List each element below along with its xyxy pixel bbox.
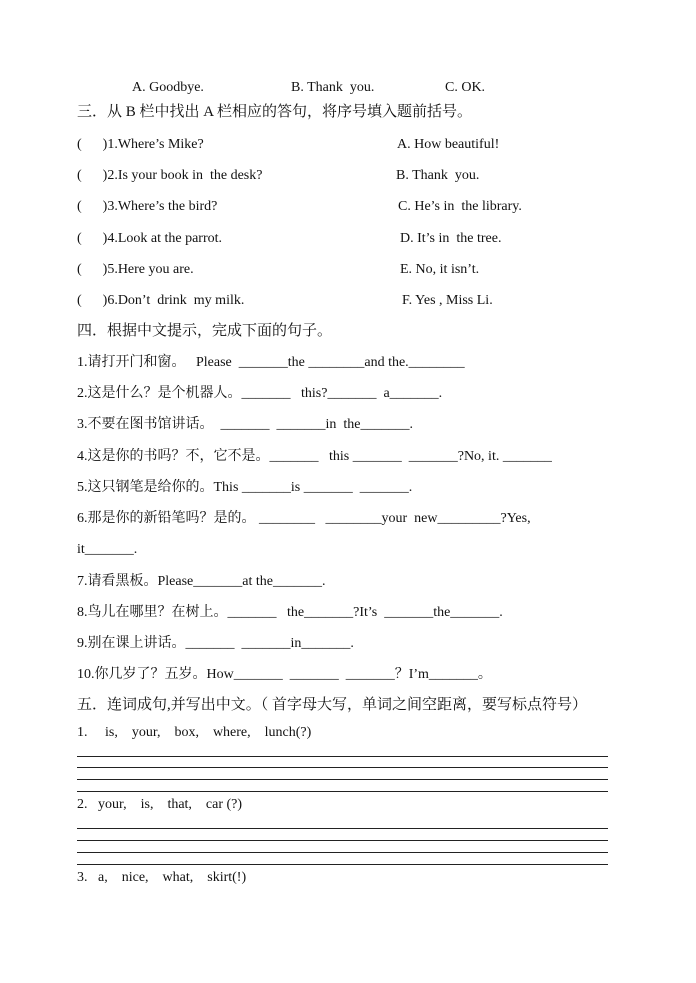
- matching-answer-a: A. How beautiful!: [397, 137, 500, 152]
- prev-option-a: A. Goodbye.: [132, 80, 204, 95]
- matching-question-3: ( )3.Where’s the bird?: [77, 199, 218, 214]
- matching-answer-d: D. It’s in the tree.: [400, 231, 502, 246]
- matching-question-2: ( )2.Is your book in the desk?: [77, 168, 263, 183]
- writing-line: [77, 779, 608, 780]
- section-3-heading: 三．从 B 栏中找出 A 栏相应的答句，将序号填入题前括号。: [77, 104, 473, 120]
- fill-sentence-5: 5.这只钢笔是给你的。This _______is _______ _______.: [77, 480, 413, 495]
- matching-answer-e: E. No, it isn’t.: [400, 262, 480, 277]
- section-4-heading: 四．根据中文提示，完成下面的句子。: [77, 323, 333, 339]
- writing-line: [77, 840, 608, 841]
- prev-option-b: B. Thank you.: [291, 80, 375, 95]
- word-order-item-2: 2. your, is, that, car (?): [77, 797, 243, 812]
- word-order-item-3: 3. a, nice, what, skirt(!): [77, 870, 247, 885]
- matching-answer-b: B. Thank you.: [396, 168, 480, 183]
- word-order-item-1: 1. is, your, box, where, lunch(?): [77, 725, 312, 740]
- fill-sentence-9: 9.别在课上讲话。_______ _______in_______.: [77, 636, 354, 651]
- prev-option-c: C. OK.: [445, 80, 486, 95]
- writing-line: [77, 767, 608, 768]
- matching-answer-f: F. Yes , Miss Li.: [402, 293, 493, 308]
- matching-question-1: ( )1.Where’s Mike?: [77, 137, 204, 152]
- writing-line: [77, 864, 608, 865]
- matching-answer-c: C. He’s in the library.: [398, 199, 522, 214]
- fill-sentence-10: 10.你几岁了？五岁。How_______ _______ _______？I’m_______。: [77, 667, 492, 682]
- fill-sentence-7: 7.请看黑板。Please_______at the_______.: [77, 574, 326, 589]
- section-5-heading: 五．连词成句,并写出中文。（ 首字母大写，单词之间空距离，要写标点符号）: [77, 697, 588, 713]
- fill-sentence-2: 2.这是什么？是个机器人。_______ this?_______ a_______.: [77, 386, 443, 401]
- writing-line: [77, 828, 608, 829]
- fill-sentence-6-continued: it_______.: [77, 542, 138, 557]
- writing-line: [77, 852, 608, 853]
- writing-line: [77, 756, 608, 757]
- fill-sentence-8: 8.鸟儿在哪里？在树上。_______ the_______?It’s _______the_______.: [77, 605, 503, 620]
- matching-question-4: ( )4.Look at the parrot.: [77, 231, 223, 246]
- fill-sentence-3: 3.不要在图书馆讲话。 _______ _______in the_______.: [77, 417, 413, 432]
- fill-sentence-6: 6.那是你的新铅笔吗？是的。 ________ ________your new_________?Yes,: [77, 511, 531, 526]
- fill-sentence-4: 4.这是你的书吗？不，它不是。_______ this _______ _______?No, it. _______: [77, 449, 552, 464]
- matching-question-6: ( )6.Don’t drink my milk.: [77, 293, 245, 308]
- fill-sentence-1: 1.请打开门和窗。 Please _______the ________and the.________: [77, 355, 465, 370]
- matching-question-5: ( )5.Here you are.: [77, 262, 194, 277]
- writing-line: [77, 791, 608, 792]
